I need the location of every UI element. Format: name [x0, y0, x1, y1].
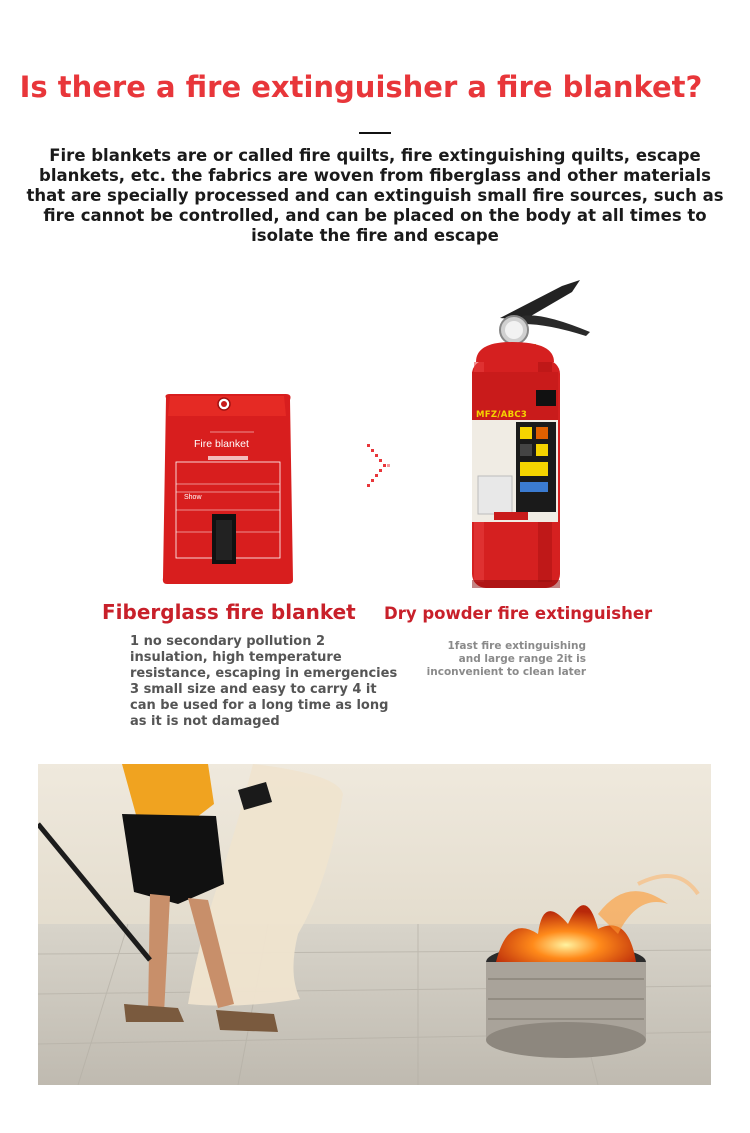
fire-extinguisher-image — [462, 262, 594, 592]
blanket-description: 1 no secondary pollution 2 insulation, high temperature resistance, escaping in emergencies 3 small size and easy to carry 4 it can be used for a long time as long as it is not damaged — [130, 634, 398, 729]
chevron-right-icon — [365, 442, 395, 492]
extinguisher-heading: Dry powder fire extinguisher — [384, 604, 653, 623]
intro-paragraph: Fire blankets are or called fire quilts, fire extinguishing quilts, escape blankets, etc. the fabrics are woven from fiberglass and other materials that are specially processed and can extinguish small fire sources, such as fire cannot be controlled, and can be placed on the body at all times to isolate the fire and escape — [26, 146, 724, 245]
title-divider — [359, 132, 391, 134]
blanket-package-label: Fire blanket — [194, 438, 249, 450]
blanket-package-show-text: Show — [184, 494, 202, 501]
blanket-heading: Fiberglass fire blanket — [102, 600, 356, 624]
fire-blanket-demo-photo — [38, 764, 711, 1085]
extinguisher-model-label: MFZ/ABC3 — [476, 410, 528, 420]
extinguisher-description: 1fast fire extinguishing and large range 2it is inconvenient to clean later — [426, 640, 586, 678]
fire-blanket-package-image — [162, 392, 293, 584]
page-title: Is there a fire extinguisher a fire blanket? — [19, 70, 703, 104]
